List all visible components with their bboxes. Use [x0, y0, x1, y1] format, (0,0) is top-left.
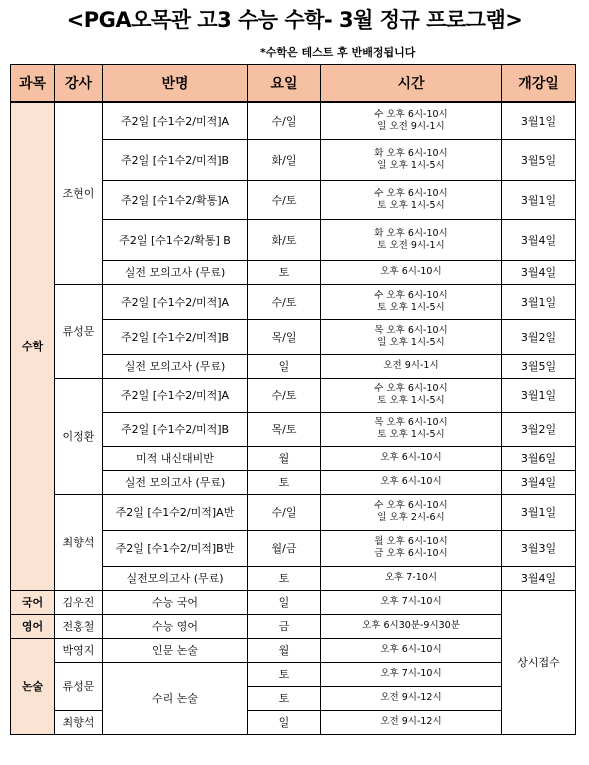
class-day: 목/일	[248, 319, 321, 354]
class-start-date: 3월1일	[502, 180, 576, 219]
table-row	[11, 662, 576, 674]
teacher-cell: 류성문	[55, 284, 103, 378]
class-name: 실전 모의고사 (무료)	[103, 354, 248, 378]
class-day: 일	[248, 590, 321, 614]
table-row	[11, 590, 576, 614]
table-row	[11, 378, 576, 412]
class-name: 주2일 [수1수2/미적]B	[103, 319, 248, 354]
teacher-cell: 박영지	[55, 638, 103, 662]
subject-cell-english: 영어	[11, 614, 55, 638]
class-start-date: 3월1일	[502, 102, 576, 139]
class-name: 실전 모의고사 (무료)	[103, 470, 248, 494]
class-name: 주2일 [수1수2/미적]B	[103, 139, 248, 180]
class-name: 수능 영어	[103, 614, 248, 638]
class-time: 수 오후 6시-10시 토 오후 1시-5시	[321, 180, 502, 219]
class-time: 오전 9시-12시	[321, 686, 502, 710]
class-day: 토	[248, 470, 321, 494]
teacher-cell: 최향석	[55, 710, 103, 734]
class-day: 토	[248, 566, 321, 590]
teacher-cell: 류성문	[55, 662, 103, 710]
class-start-date: 3월6일	[502, 446, 576, 470]
header-class: 반명	[103, 65, 248, 103]
class-time: 오후 7시-10시	[321, 662, 502, 686]
class-time: 오전 9시-12시	[321, 710, 502, 734]
placement-note: *수학은 테스트 후 반배정됩니다	[260, 46, 416, 59]
subject-cell-korean: 국어	[11, 590, 55, 614]
class-name: 주2일 [수1수2/미적]B	[103, 412, 248, 446]
class-day: 일	[248, 354, 321, 378]
class-day: 금	[248, 614, 321, 638]
class-start-date: 3월3일	[502, 530, 576, 566]
class-day: 수/토	[248, 180, 321, 219]
class-time: 수 오후 6시-10시 토 오후 1시-5시	[321, 378, 502, 412]
class-time: 오후 6시-10시	[321, 260, 502, 284]
class-day: 월	[248, 638, 321, 662]
class-name: 주2일 [수1수2/확통] B	[103, 219, 248, 260]
class-name: 미적 내신대비반	[103, 446, 248, 470]
class-day: 수/토	[248, 284, 321, 319]
class-start-date: 3월2일	[502, 412, 576, 446]
class-time: 오후 6시-10시	[321, 638, 502, 662]
class-start-date: 3월5일	[502, 139, 576, 180]
class-name: 주2일 [수1수2/미적]B반	[103, 530, 248, 566]
class-start-date: 3월2일	[502, 319, 576, 354]
class-time: 오후 6시-10시	[321, 470, 502, 494]
class-time: 수 오후 6시-10시 토 오후 1시-5시	[321, 284, 502, 319]
schedule-table	[10, 64, 576, 735]
teacher-cell: 김우진	[55, 590, 103, 614]
class-start-date: 3월5일	[502, 354, 576, 378]
class-time: 수 오후 6시-10시 일 오전 9시-1시	[321, 102, 502, 139]
table-row	[11, 638, 576, 662]
page-title: <PGA오목관 고3 수능 수학- 3월 정규 프로그램>	[66, 8, 523, 32]
class-start-date: 3월4일	[502, 219, 576, 260]
class-time: 화 오후 6시-10시 토 오전 9시-1시	[321, 219, 502, 260]
class-name: 주2일 [수1수2/미적]A	[103, 378, 248, 412]
class-day: 일	[248, 710, 321, 734]
class-name: 실전모의고사 (무료)	[103, 566, 248, 590]
table-row	[11, 284, 576, 319]
class-time: 월 오후 6시-10시 금 오후 6시-10시	[321, 530, 502, 566]
table-row	[11, 102, 576, 139]
teacher-cell: 전홍철	[55, 614, 103, 638]
class-time: 오후 7시-10시	[321, 590, 502, 614]
class-day: 목/토	[248, 412, 321, 446]
class-day: 수/토	[248, 378, 321, 412]
teacher-cell: 이정환	[55, 378, 103, 494]
header-teacher: 강사	[55, 65, 103, 103]
class-start-date: 3월1일	[502, 494, 576, 530]
class-start-date: 3월1일	[502, 378, 576, 412]
class-day: 수/일	[248, 494, 321, 530]
header-subject: 과목	[11, 65, 55, 103]
class-time: 오후 6시30분-9시30분	[321, 614, 502, 638]
class-name: 주2일 [수1수2/미적]A반	[103, 494, 248, 530]
always-open-cell: 상시접수	[502, 590, 576, 734]
class-day: 토	[248, 686, 321, 710]
class-start-date: 3월4일	[502, 260, 576, 284]
class-start-date: 3월1일	[502, 284, 576, 319]
teacher-cell: 조현이	[55, 102, 103, 284]
class-day: 화/일	[248, 139, 321, 180]
class-time: 목 오후 6시-10시 일 오후 1시-5시	[321, 319, 502, 354]
class-day: 수/일	[248, 102, 321, 139]
class-time: 오후 6시-10시	[321, 446, 502, 470]
class-name: 인문 논술	[103, 638, 248, 662]
class-time: 오전 9시-1시	[321, 354, 502, 378]
table-row	[11, 614, 576, 638]
table-row	[11, 494, 576, 530]
class-name: 실전 모의고사 (무료)	[103, 260, 248, 284]
class-day: 화/토	[248, 219, 321, 260]
subject-cell-math: 수학	[11, 102, 55, 590]
class-time: 오후 7-10시	[321, 566, 502, 590]
class-day: 월/금	[248, 530, 321, 566]
header-row	[11, 65, 576, 103]
header-start-date: 개강일	[502, 65, 576, 103]
class-name: 주2일 [수1수2/미적]A	[103, 284, 248, 319]
class-day: 토	[248, 260, 321, 284]
class-name: 수능 국어	[103, 590, 248, 614]
class-day: 토	[248, 662, 321, 686]
header-day: 요일	[248, 65, 321, 103]
class-day: 월	[248, 446, 321, 470]
class-time: 화 오후 6시-10시 일 오후 1시-5시	[321, 139, 502, 180]
class-name: 수리 논술	[103, 662, 248, 734]
class-name: 주2일 [수1수2/확통]A	[103, 180, 248, 219]
class-time: 목 오후 6시-10시 토 오후 1시-5시	[321, 412, 502, 446]
class-start-date: 3월4일	[502, 470, 576, 494]
header-time: 시간	[321, 65, 502, 103]
class-time: 수 오후 6시-10시 일 오후 2시-6시	[321, 494, 502, 530]
class-start-date: 3월4일	[502, 566, 576, 590]
teacher-cell: 최향석	[55, 494, 103, 590]
class-name: 주2일 [수1수2/미적]A	[103, 102, 248, 139]
table-row	[11, 710, 576, 734]
subject-cell-essay: 논술	[11, 638, 55, 734]
